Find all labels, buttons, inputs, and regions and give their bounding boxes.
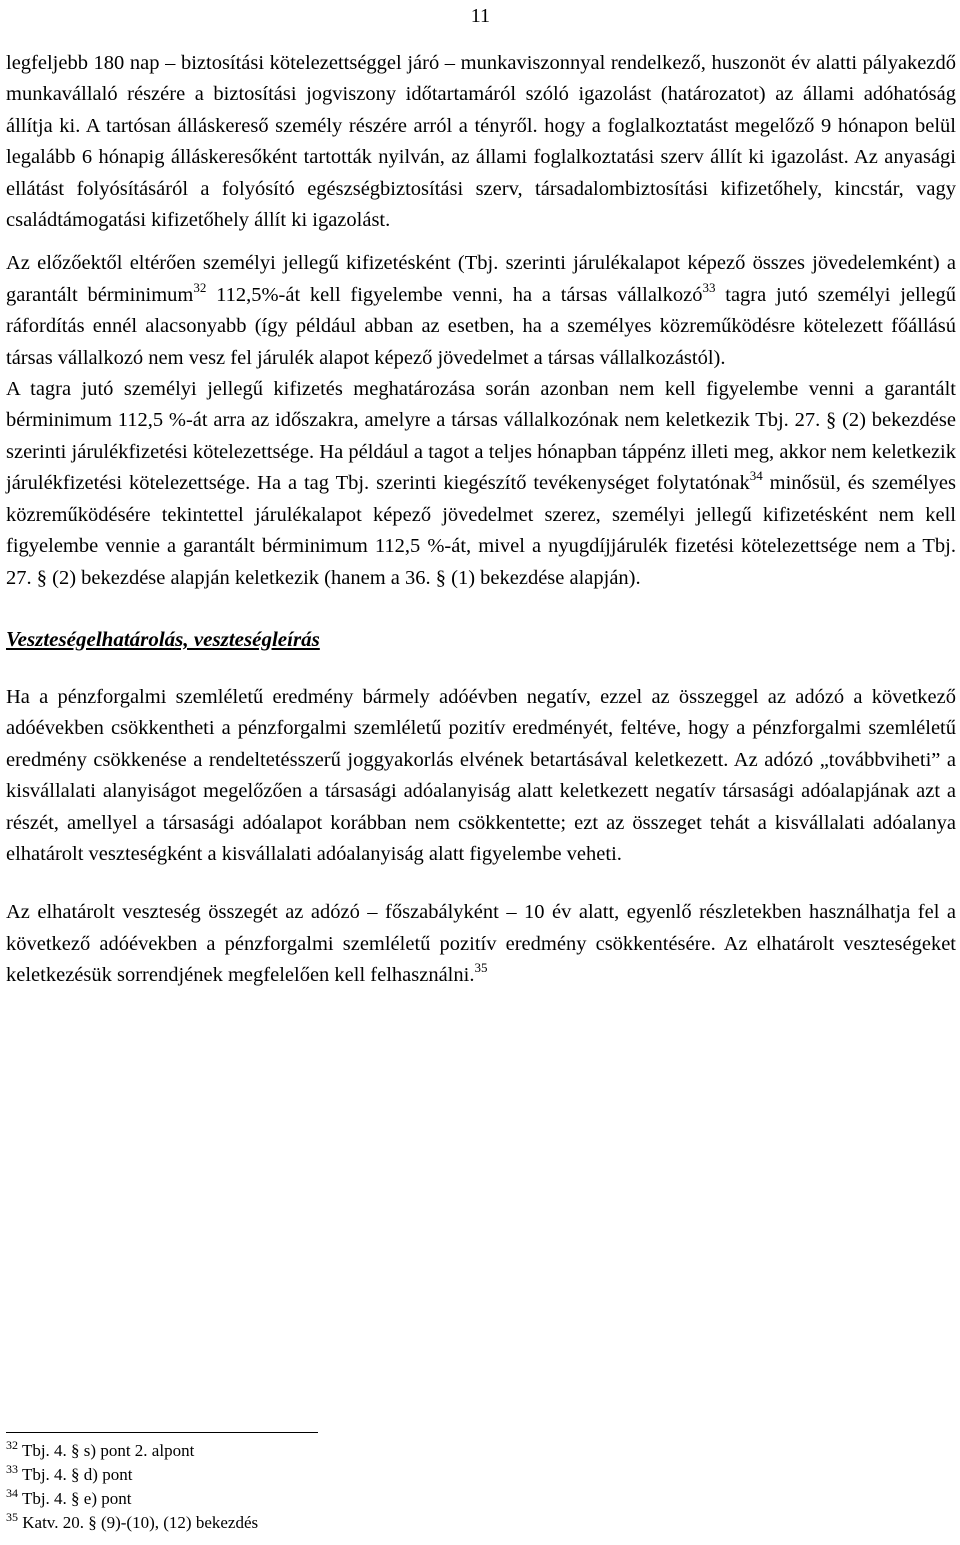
paragraph-3-text-a: A tagra jutó személyi jellegű kifizetés meghatározása során azonban nem kell figyelembe venni a garantált bérminimum 112,5 %-át arra az időszakra, amelyre a társas vállalkozónak nem keletkezik Tbj. 27. § (2) bekezdése szerinti járulékfizetési kötelezettsége. Ha például a tagot a teljes hónapban táppénz illeti meg, akkor nem keletkezik járulékfizetési kötelezettsége. Ha a tag Tbj. szerinti kiegészítő tevékenységet folytatónak (6, 378, 956, 495)
paragraph-2-text-a: Az előzőektől eltérően személyi jellegű kifizetésként (Tbj. szerinti járulékalapot képező összes jövedelemként) a garantált bérminimum (6, 252, 956, 306)
paragraph-2 (6, 248, 956, 374)
paragraph-2-text-c: tagra jutó személyi jellegű ráfordítás ennél alacsonyabb (így például abban az esetben, ha a személyes közreműködésre kötelezett főállású társas vállalkozó nem vesz fel járulék alapot képező jövedelmet a társas vállalkozástól). (6, 283, 956, 369)
section-heading: Veszteségelhatárolás, veszteségleírás (6, 626, 320, 651)
footnote-text: Tbj. 4. § d) pont (18, 1465, 133, 1484)
footnote-item (6, 1511, 258, 1535)
footnote-ref-33[interactable]: 33 (702, 279, 716, 295)
paragraph-2-text-b: 112,5%-át kell figyelembe venni, ha a társas vállalkozó (206, 283, 703, 306)
footnote-item (6, 1487, 258, 1511)
page-number: 11 (470, 5, 490, 27)
paragraph-3-text-b: minősül, és személyes közreműködésére tekintettel járulékalapot képező jövedelmet szerez, személyi jellegű kifizetésként nem kell figyelembe vennie a garantált bérminimum 112,5 %-át, mivel a nyugdíjjárulék fizetési kötelezettsége nem a Tbj. 27. § (2) bekezdése alapján keletkezik (hanem a 36. § (1) bekezdése alapján). (6, 472, 956, 589)
paragraph-4: Ha a pénzforgalmi szemléletű eredmény bármely adóévben negatív, ezzel az összeggel az adózó a következő adóévekben csökkentheti a pénzforgalmi szemléletű pozitív eredményét, feltéve, hogy a pénzforgalmi szemléletű eredmény csökkenése a rendeltetésszerű joggyakorlás elvének betartásával keletkezett. Az adózó „továbbviheti” a kisvállalati alanyiságot megelőzően a társasági adóalanyiság alatt keletkezett negatív társasági adóalapjának azt a részét, amellyel a társasági adóalapot korábban nem csökkentette; ezt az összeget tehát a kisvállalati adóalanya elhatárolt veszteségként a kisvállalati adóalanyiság alatt figyelembe veheti. (6, 685, 956, 865)
footnote-number: 32 (6, 1438, 18, 1452)
footnote-number: 35 (6, 1510, 18, 1524)
paragraph-1: legfeljebb 180 nap – biztosítási kötelezettséggel járó – munkaviszonnyal rendelkező, huszonöt év alatti pályakezdő munkavállaló részére a biztosítási jogviszony időtartamáról szóló igazolást (határozatot) az állami adóhatóság állítja ki. A tartósan álláskereső személy részére arról a tényről. hogy a foglalkoztatást megelőző 9 hónapon belül legalább 6 hónapig álláskeresőként tartották nyilván, az állami foglalkoztatási szerv állít ki igazolást. Az anyasági ellátást folyósításáról a folyósító egészségbiztosítási szerv, társadalombiztosítási kifizetőhely, kincstár, vagy családtámogatási kifizetőhely állít ki igazolást. (6, 52, 956, 232)
footnote-item (6, 1439, 258, 1463)
paragraph-5-text: Az elhatárolt veszteség összegét az adózó – főszabályként – 10 év alatt, egyenlő részletekben használhatja fel a következő adóévekben a pénzforgalmi szemléletű pozitív eredmény csökkentésére. Az elhatárolt veszteségeket keletkezésük sorrendjének megfelelően kell felhasználni. (6, 901, 956, 987)
footnote-ref-35[interactable]: 35 (474, 960, 488, 976)
paragraph-5 (6, 897, 956, 991)
footnote-number: 34 (6, 1486, 18, 1500)
footnote-text: Tbj. 4. § s) pont 2. alpont (18, 1441, 195, 1460)
footnote-ref-34[interactable]: 34 (749, 468, 763, 484)
footnote-item (6, 1463, 258, 1487)
document-body (6, 48, 956, 992)
footnote-text: Tbj. 4. § e) pont (18, 1489, 132, 1508)
footnote-ref-32[interactable]: 32 (193, 279, 207, 295)
footnote-number: 33 (6, 1462, 18, 1476)
footnote-text: Katv. 20. § (9)-(10), (12) bekezdés (18, 1513, 259, 1532)
footnote-separator (6, 1432, 318, 1433)
paragraph-3 (6, 374, 956, 594)
footnotes (6, 1439, 258, 1535)
